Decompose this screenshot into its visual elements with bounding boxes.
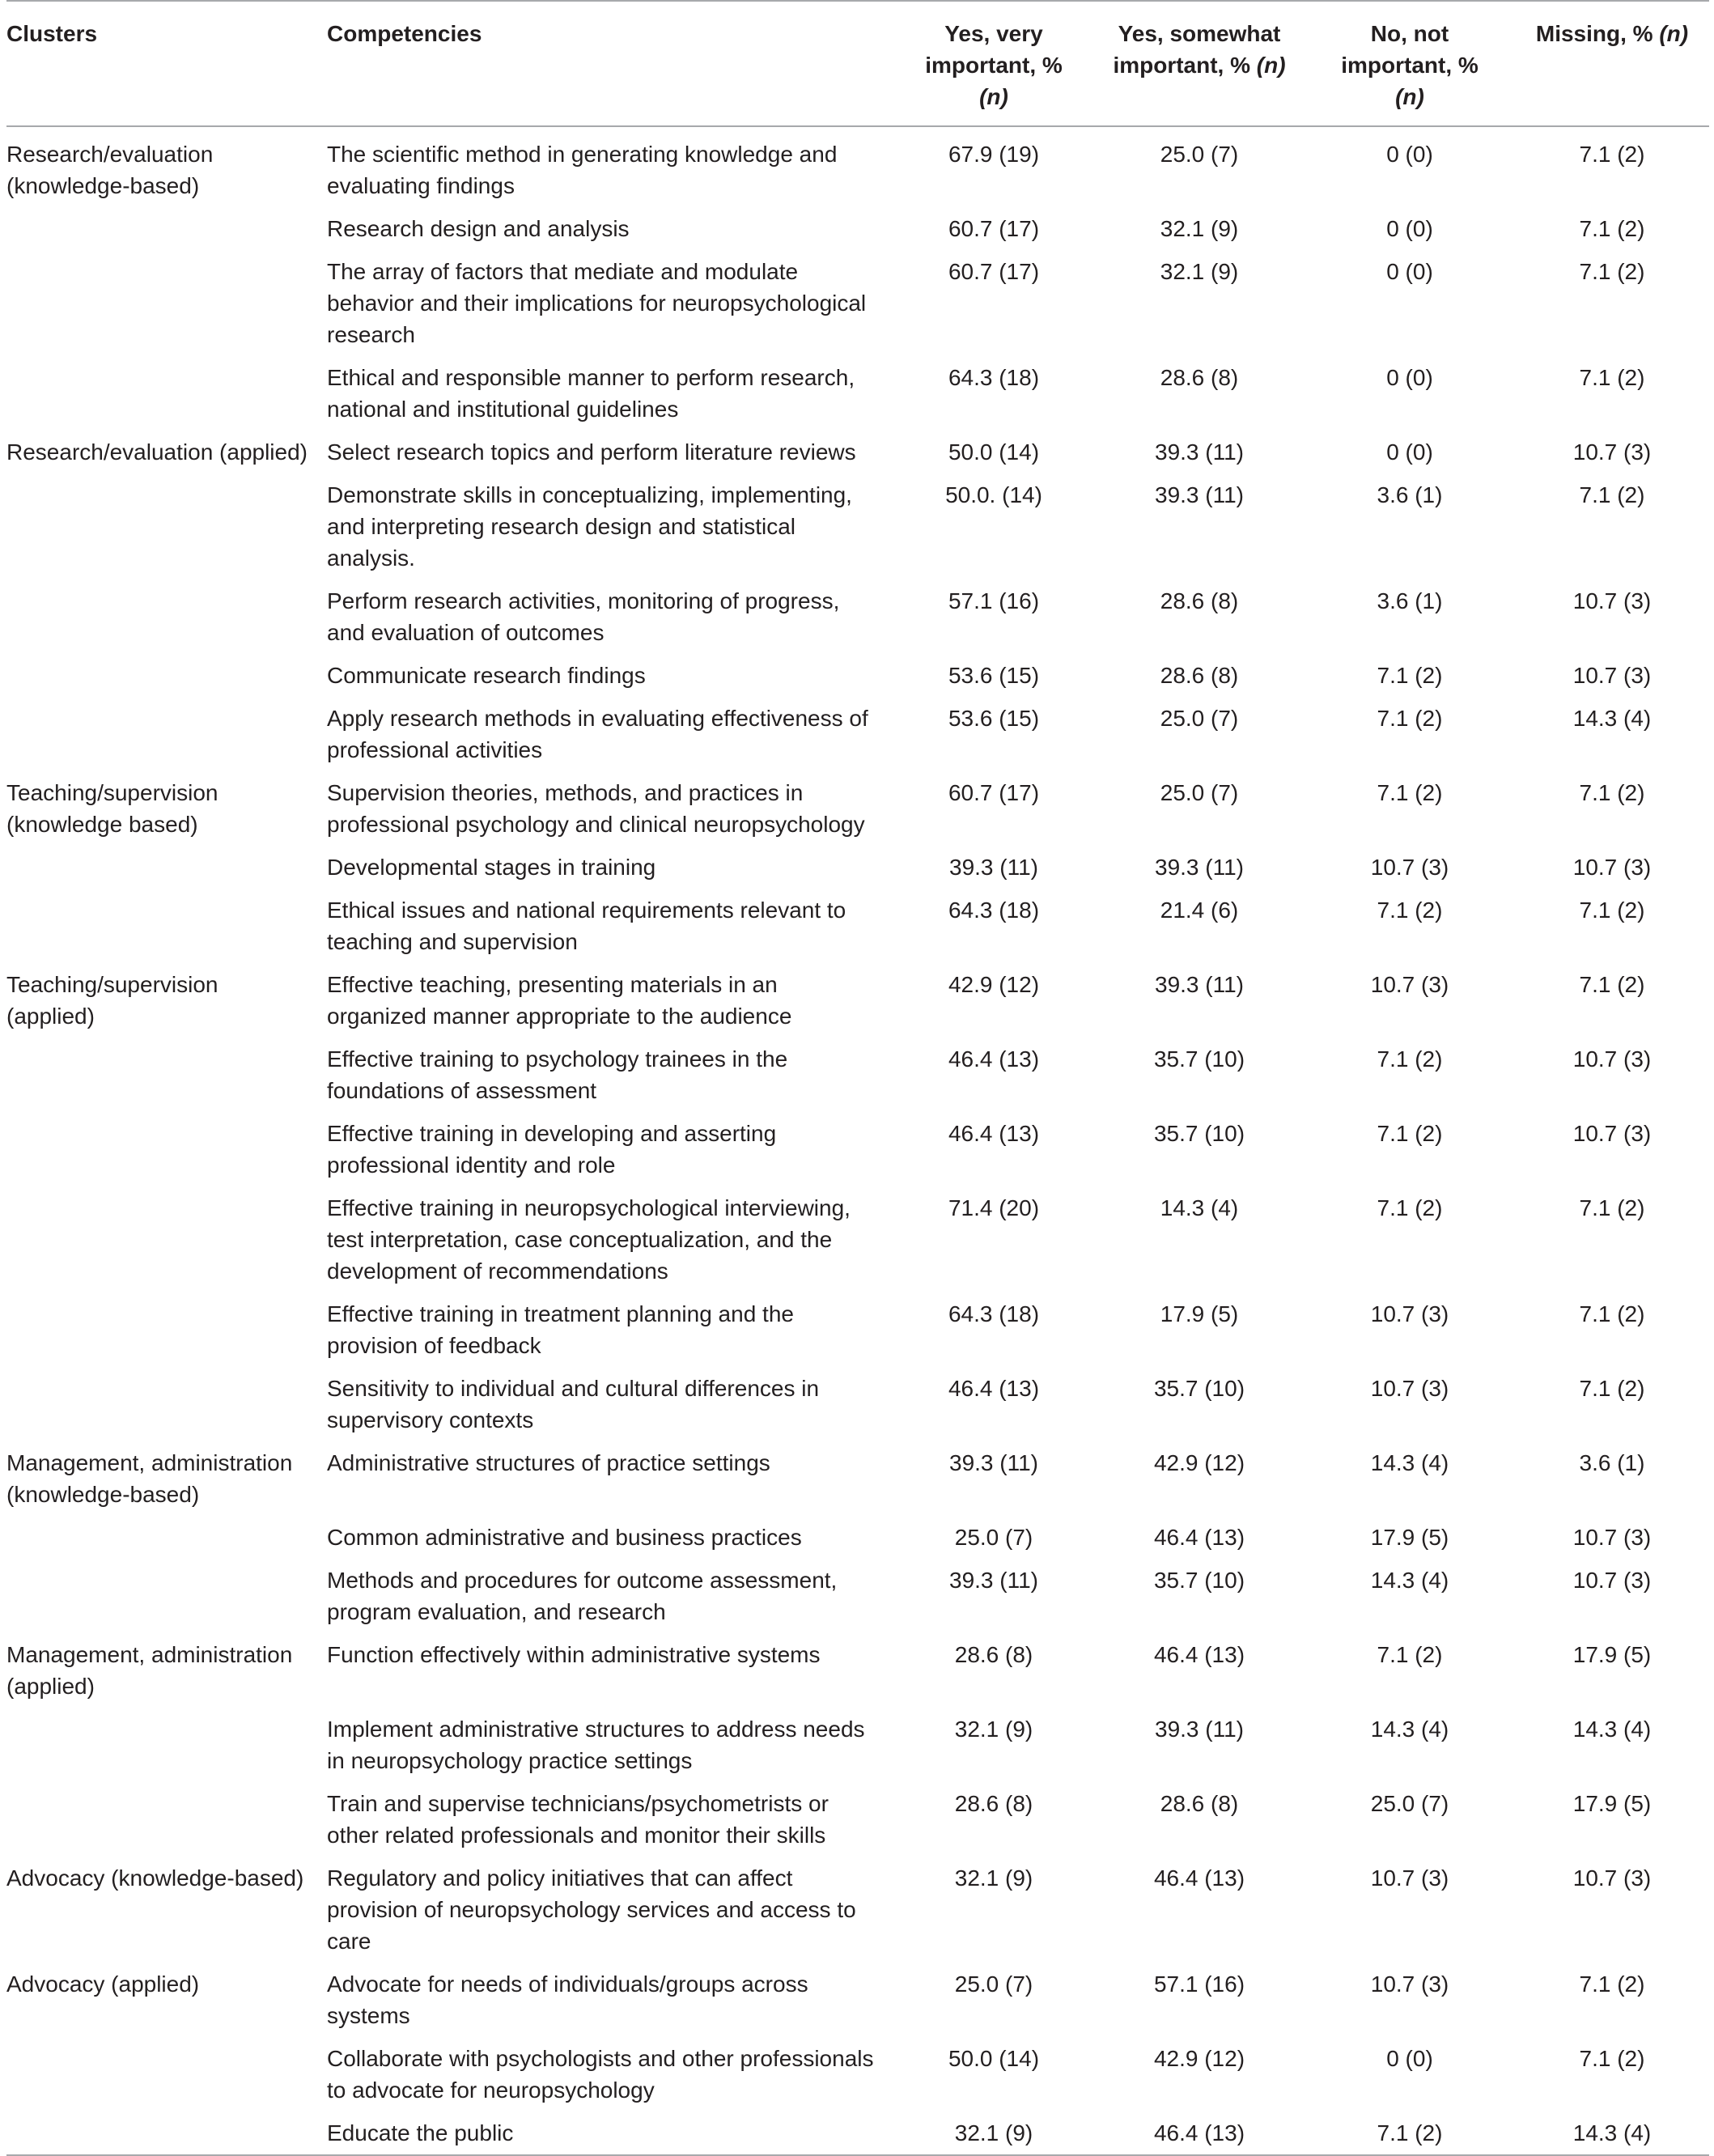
not-important-cell: 7.1 (2) — [1377, 1046, 1443, 1072]
table-row — [6, 1559, 1709, 1633]
header-not-important — [1305, 1, 1515, 126]
missing-cell: 10.7 (3) — [1572, 855, 1652, 880]
not-important-cell: 7.1 (2) — [1377, 1121, 1443, 1146]
somewhat-important-cell: 25.0 (7) — [1160, 706, 1239, 731]
missing-cell: 14.3 (4) — [1572, 706, 1652, 731]
table-row — [6, 431, 1709, 473]
cluster-cell — [6, 1782, 327, 1857]
very-important-cell: 53.6 (15) — [948, 706, 1040, 731]
cluster-cell — [6, 1292, 327, 1367]
cluster-cell — [6, 889, 327, 963]
missing-cell: 7.1 (2) — [1579, 1301, 1645, 1326]
not-important-cell: 3.6 (1) — [1377, 588, 1443, 613]
very-important-cell: 50.0. (14) — [945, 482, 1042, 507]
cluster-cell — [6, 1112, 327, 1186]
competency-cell: Supervision theories, methods, and practices in professional psychology and clinical neuropsychology — [327, 780, 865, 837]
missing-cell: 10.7 (3) — [1572, 663, 1652, 688]
cluster-cell — [6, 250, 327, 356]
somewhat-important-cell: 39.3 (11) — [1155, 482, 1244, 507]
table-row — [6, 473, 1709, 579]
missing-cell: 7.1 (2) — [1579, 2046, 1645, 2071]
somewhat-important-cell: 25.0 (7) — [1160, 780, 1239, 805]
competency-cell: Demonstrate skills in conceptualizing, implementing, and interpreting research design and statistical analysis. — [327, 482, 852, 571]
not-important-cell: 7.1 (2) — [1377, 1195, 1443, 1220]
somewhat-important-cell: 39.3 (11) — [1155, 1717, 1244, 1742]
missing-cell: 7.1 (2) — [1579, 898, 1645, 923]
competency-cell: Common administrative and business practices — [327, 1525, 802, 1550]
somewhat-important-cell: 46.4 (13) — [1153, 1865, 1245, 1891]
not-important-cell: 7.1 (2) — [1377, 780, 1443, 805]
somewhat-important-cell: 35.7 (10) — [1153, 1046, 1245, 1072]
not-important-cell: 10.7 (3) — [1370, 1971, 1449, 1997]
somewhat-important-cell: 35.7 (10) — [1153, 1376, 1245, 1401]
competency-cell: Sensitivity to individual and cultural differences in supervisory contexts — [327, 1376, 820, 1432]
not-important-cell: 0 (0) — [1386, 216, 1433, 241]
table-row — [6, 1441, 1709, 1516]
not-important-cell: 10.7 (3) — [1370, 1865, 1449, 1891]
somewhat-important-cell: 46.4 (13) — [1153, 1642, 1245, 1667]
very-important-cell: 64.3 (18) — [948, 1301, 1040, 1326]
competency-cell: Regulatory and policy initiatives that can affect provision of neuropsychology services and access to care — [327, 1865, 856, 1954]
competency-cell: Select research topics and perform literature reviews — [327, 439, 856, 465]
very-important-cell: 25.0 (7) — [954, 1525, 1033, 1550]
competency-cell: Ethical issues and national requirements relevant to teaching and supervision — [327, 898, 846, 954]
competency-ratings-table — [6, 0, 1709, 2156]
very-important-cell: 57.1 (16) — [948, 588, 1040, 613]
header-very-important-line2: important, % — [925, 53, 1063, 78]
somewhat-important-cell: 42.9 (12) — [1153, 2046, 1245, 2071]
cluster-cell — [6, 1708, 327, 1782]
table-row — [6, 1857, 1709, 1963]
competency-cell: Collaborate with psychologists and other professionals to advocate for neuropsychology — [327, 2046, 874, 2103]
cluster-cell — [6, 1367, 327, 1441]
table-row — [6, 250, 1709, 356]
header-somewhat-important-line2: important, % — [1113, 53, 1257, 78]
header-very-important-line3: (n) — [979, 84, 1008, 109]
very-important-cell: 46.4 (13) — [948, 1376, 1040, 1401]
cluster-cell — [6, 1516, 327, 1559]
table-row — [6, 579, 1709, 654]
table-row — [6, 207, 1709, 250]
competency-cell: Administrative structures of practice settings — [327, 1450, 770, 1475]
missing-cell: 7.1 (2) — [1579, 1971, 1645, 1997]
very-important-cell: 32.1 (9) — [954, 1717, 1033, 1742]
table-row — [6, 1708, 1709, 1782]
cluster-cell — [6, 1186, 327, 1292]
very-important-cell: 32.1 (9) — [954, 1865, 1033, 1891]
table-row — [6, 654, 1709, 697]
missing-cell: 10.7 (3) — [1572, 588, 1652, 613]
cluster-cell: Advocacy (applied) — [6, 1971, 200, 1997]
competency-cell: Effective training in treatment planning and the provision of feedback — [327, 1301, 794, 1358]
not-important-cell: 17.9 (5) — [1370, 1525, 1449, 1550]
very-important-cell: 64.3 (18) — [948, 365, 1040, 390]
not-important-cell: 7.1 (2) — [1305, 2111, 1515, 2155]
not-important-cell: 7.1 (2) — [1377, 706, 1443, 731]
not-important-cell: 0 (0) — [1386, 259, 1433, 284]
very-important-cell: 25.0 (7) — [954, 1971, 1033, 1997]
missing-cell: 7.1 (2) — [1579, 142, 1645, 167]
not-important-cell: 0 (0) — [1386, 439, 1433, 465]
very-important-cell: 46.4 (13) — [948, 1121, 1040, 1146]
table-row — [6, 963, 1709, 1038]
cluster-cell: Research/evaluation (applied) — [6, 439, 308, 465]
not-important-cell: 7.1 (2) — [1377, 1642, 1443, 1667]
table-row — [6, 2037, 1709, 2111]
not-important-cell: 7.1 (2) — [1377, 663, 1443, 688]
table-row — [6, 1516, 1709, 1559]
missing-cell: 10.7 (3) — [1572, 1525, 1652, 1550]
cluster-cell: Research/evaluation (knowledge-based) — [6, 142, 214, 198]
table-row — [6, 356, 1709, 431]
very-important-cell: 32.1 (9) — [893, 2111, 1094, 2155]
table-row — [6, 846, 1709, 889]
cluster-cell — [6, 654, 327, 697]
competency-cell: Function effectively within administrative systems — [327, 1642, 821, 1667]
not-important-cell: 7.1 (2) — [1377, 898, 1443, 923]
cluster-cell: Teaching/supervision (knowledge based) — [6, 780, 218, 837]
table-row — [6, 1782, 1709, 1857]
very-important-cell: 46.4 (13) — [948, 1046, 1040, 1072]
header-competencies: Competencies — [327, 1, 893, 126]
competency-cell: Advocate for needs of individuals/groups across systems — [327, 1971, 808, 2028]
somewhat-important-cell: 46.4 (13) — [1094, 2111, 1305, 2155]
cluster-cell: Management, administration (knowledge-based) — [6, 1450, 293, 1507]
missing-cell: 10.7 (3) — [1572, 1865, 1652, 1891]
very-important-cell: 53.6 (15) — [948, 663, 1040, 688]
cluster-cell — [6, 356, 327, 431]
somewhat-important-cell: 14.3 (4) — [1160, 1195, 1239, 1220]
missing-cell: 7.1 (2) — [1579, 482, 1645, 507]
missing-cell: 7.1 (2) — [1579, 1195, 1645, 1220]
header-somewhat-important — [1094, 1, 1305, 126]
competency-cell: The array of factors that mediate and modulate behavior and their implications for neuropsychological research — [327, 259, 867, 347]
not-important-cell: 14.3 (4) — [1370, 1717, 1449, 1742]
header-missing — [1515, 1, 1709, 126]
cluster-cell: Advocacy (knowledge-based) — [6, 1865, 304, 1891]
table-row — [6, 2111, 1709, 2155]
competency-cell: Apply research methods in evaluating effectiveness of professional activities — [327, 706, 868, 762]
very-important-cell: 39.3 (11) — [949, 1568, 1038, 1593]
table-row — [6, 126, 1709, 207]
not-important-cell: 10.7 (3) — [1370, 855, 1449, 880]
cluster-cell: Management, administration (applied) — [6, 1642, 293, 1699]
somewhat-important-cell: 35.7 (10) — [1153, 1568, 1245, 1593]
cluster-cell — [6, 579, 327, 654]
very-important-cell: 50.0 (14) — [948, 439, 1040, 465]
very-important-cell: 64.3 (18) — [948, 898, 1040, 923]
very-important-cell: 60.7 (17) — [948, 259, 1040, 284]
competency-cell: Effective training in developing and asserting professional identity and role — [327, 1121, 777, 1178]
somewhat-important-cell: 17.9 (5) — [1160, 1301, 1239, 1326]
not-important-cell: 10.7 (3) — [1370, 972, 1449, 997]
somewhat-important-cell: 32.1 (9) — [1160, 216, 1239, 241]
table-row — [6, 697, 1709, 771]
cluster-cell — [6, 2037, 327, 2111]
competency-cell: Ethical and responsible manner to perform research, national and institutional guidelines — [327, 365, 855, 422]
missing-cell: 17.9 (5) — [1572, 1791, 1652, 1816]
not-important-cell: 14.3 (4) — [1370, 1568, 1449, 1593]
not-important-cell: 25.0 (7) — [1370, 1791, 1449, 1816]
somewhat-important-cell: 28.6 (8) — [1160, 1791, 1239, 1816]
not-important-cell: 0 (0) — [1386, 365, 1433, 390]
somewhat-important-cell: 57.1 (16) — [1153, 1971, 1245, 1997]
cluster-cell — [6, 1038, 327, 1112]
very-important-cell: 50.0 (14) — [948, 2046, 1040, 2071]
very-important-cell: 60.7 (17) — [948, 216, 1040, 241]
very-important-cell: 60.7 (17) — [948, 780, 1040, 805]
competency-cell: The scientific method in generating knowledge and evaluating findings — [327, 142, 838, 198]
somewhat-important-cell: 39.3 (11) — [1155, 855, 1244, 880]
not-important-cell: 14.3 (4) — [1370, 1450, 1449, 1475]
table-row — [6, 1292, 1709, 1367]
missing-cell: 7.1 (2) — [1579, 972, 1645, 997]
missing-cell: 10.7 (3) — [1572, 1121, 1652, 1146]
somewhat-important-cell: 32.1 (9) — [1160, 259, 1239, 284]
competency-cell: Effective training to psychology trainees in the foundations of assessment — [327, 1046, 788, 1103]
missing-cell: 7.1 (2) — [1579, 780, 1645, 805]
not-important-cell: 10.7 (3) — [1370, 1301, 1449, 1326]
header-not-important-line3: (n) — [1395, 84, 1424, 109]
header-clusters: Clusters — [6, 1, 327, 126]
table-row — [6, 1633, 1709, 1708]
competency-cell: Effective teaching, presenting materials in an organized manner appropriate to the audience — [327, 972, 792, 1029]
very-important-cell: 28.6 (8) — [954, 1642, 1033, 1667]
table-row — [6, 1038, 1709, 1112]
competency-cell: Communicate research findings — [327, 663, 646, 688]
missing-cell: 7.1 (2) — [1579, 259, 1645, 284]
table-row — [6, 1367, 1709, 1441]
missing-cell: 10.7 (3) — [1572, 1046, 1652, 1072]
competency-cell: Effective training in neuropsychological interviewing, test interpretation, case conceptualization, and the development of recommendations — [327, 1195, 851, 1284]
header-very-important — [893, 1, 1094, 126]
competency-cell: Methods and procedures for outcome assessment, program evaluation, and research — [327, 1568, 838, 1624]
somewhat-important-cell: 39.3 (11) — [1155, 439, 1244, 465]
missing-cell: 7.1 (2) — [1579, 365, 1645, 390]
missing-cell: 7.1 (2) — [1579, 1376, 1645, 1401]
not-important-cell: 0 (0) — [1386, 142, 1433, 167]
competency-cell: Developmental stages in training — [327, 855, 656, 880]
cluster-cell — [6, 1559, 327, 1633]
competency-cell: Research design and analysis — [327, 216, 630, 241]
header-somewhat-important-line1: Yes, somewhat — [1118, 21, 1281, 46]
missing-cell: 7.1 (2) — [1579, 216, 1645, 241]
header-not-important-line2: important, % — [1341, 53, 1479, 78]
not-important-cell: 3.6 (1) — [1377, 482, 1443, 507]
somewhat-important-cell: 28.6 (8) — [1160, 365, 1239, 390]
cluster-cell: Teaching/supervision (applied) — [6, 972, 218, 1029]
somewhat-important-cell: 28.6 (8) — [1160, 663, 1239, 688]
table-header — [6, 1, 1709, 126]
competency-cell: Train and supervise technicians/psychometrists or other related professionals and monitor their skills — [327, 1791, 829, 1848]
competency-cell: Educate the public — [327, 2111, 893, 2155]
missing-cell: 3.6 (1) — [1579, 1450, 1645, 1475]
cluster-cell — [6, 2111, 327, 2155]
somewhat-important-cell: 46.4 (13) — [1153, 1525, 1245, 1550]
missing-cell: 14.3 (4) — [1515, 2111, 1709, 2155]
not-important-cell: 0 (0) — [1386, 2046, 1433, 2071]
header-somewhat-important-n: (n) — [1256, 53, 1286, 78]
missing-cell: 14.3 (4) — [1572, 1717, 1652, 1742]
not-important-cell: 10.7 (3) — [1370, 1376, 1449, 1401]
somewhat-important-cell: 39.3 (11) — [1155, 972, 1244, 997]
table-row — [6, 1963, 1709, 2037]
header-very-important-line1: Yes, very — [944, 21, 1043, 46]
missing-cell: 17.9 (5) — [1572, 1642, 1652, 1667]
very-important-cell: 67.9 (19) — [948, 142, 1040, 167]
somewhat-important-cell: 21.4 (6) — [1160, 898, 1239, 923]
very-important-cell: 39.3 (11) — [949, 1450, 1038, 1475]
header-missing-label: Missing, % — [1535, 21, 1660, 46]
somewhat-important-cell: 28.6 (8) — [1160, 588, 1239, 613]
very-important-cell: 39.3 (11) — [949, 855, 1038, 880]
competency-cell: Implement administrative structures to address needs in neuropsychology practice settings — [327, 1717, 865, 1773]
somewhat-important-cell: 42.9 (12) — [1153, 1450, 1245, 1475]
competency-cell: Perform research activities, monitoring of progress, and evaluation of outcomes — [327, 588, 840, 645]
header-row — [6, 1, 1709, 126]
table-row — [6, 1112, 1709, 1186]
cluster-cell — [6, 473, 327, 579]
cluster-cell — [6, 697, 327, 771]
very-important-cell: 42.9 (12) — [948, 972, 1040, 997]
table-body — [6, 126, 1709, 2155]
missing-cell: 10.7 (3) — [1572, 1568, 1652, 1593]
table-row — [6, 1186, 1709, 1292]
table-row — [6, 889, 1709, 963]
very-important-cell: 28.6 (8) — [954, 1791, 1033, 1816]
cluster-cell — [6, 207, 327, 250]
header-not-important-line1: No, not — [1370, 21, 1449, 46]
somewhat-important-cell: 35.7 (10) — [1153, 1121, 1245, 1146]
table-row — [6, 771, 1709, 846]
somewhat-important-cell: 25.0 (7) — [1160, 142, 1239, 167]
very-important-cell: 71.4 (20) — [948, 1195, 1040, 1220]
header-missing-n: (n) — [1659, 21, 1689, 46]
missing-cell: 10.7 (3) — [1572, 439, 1652, 465]
cluster-cell — [6, 846, 327, 889]
